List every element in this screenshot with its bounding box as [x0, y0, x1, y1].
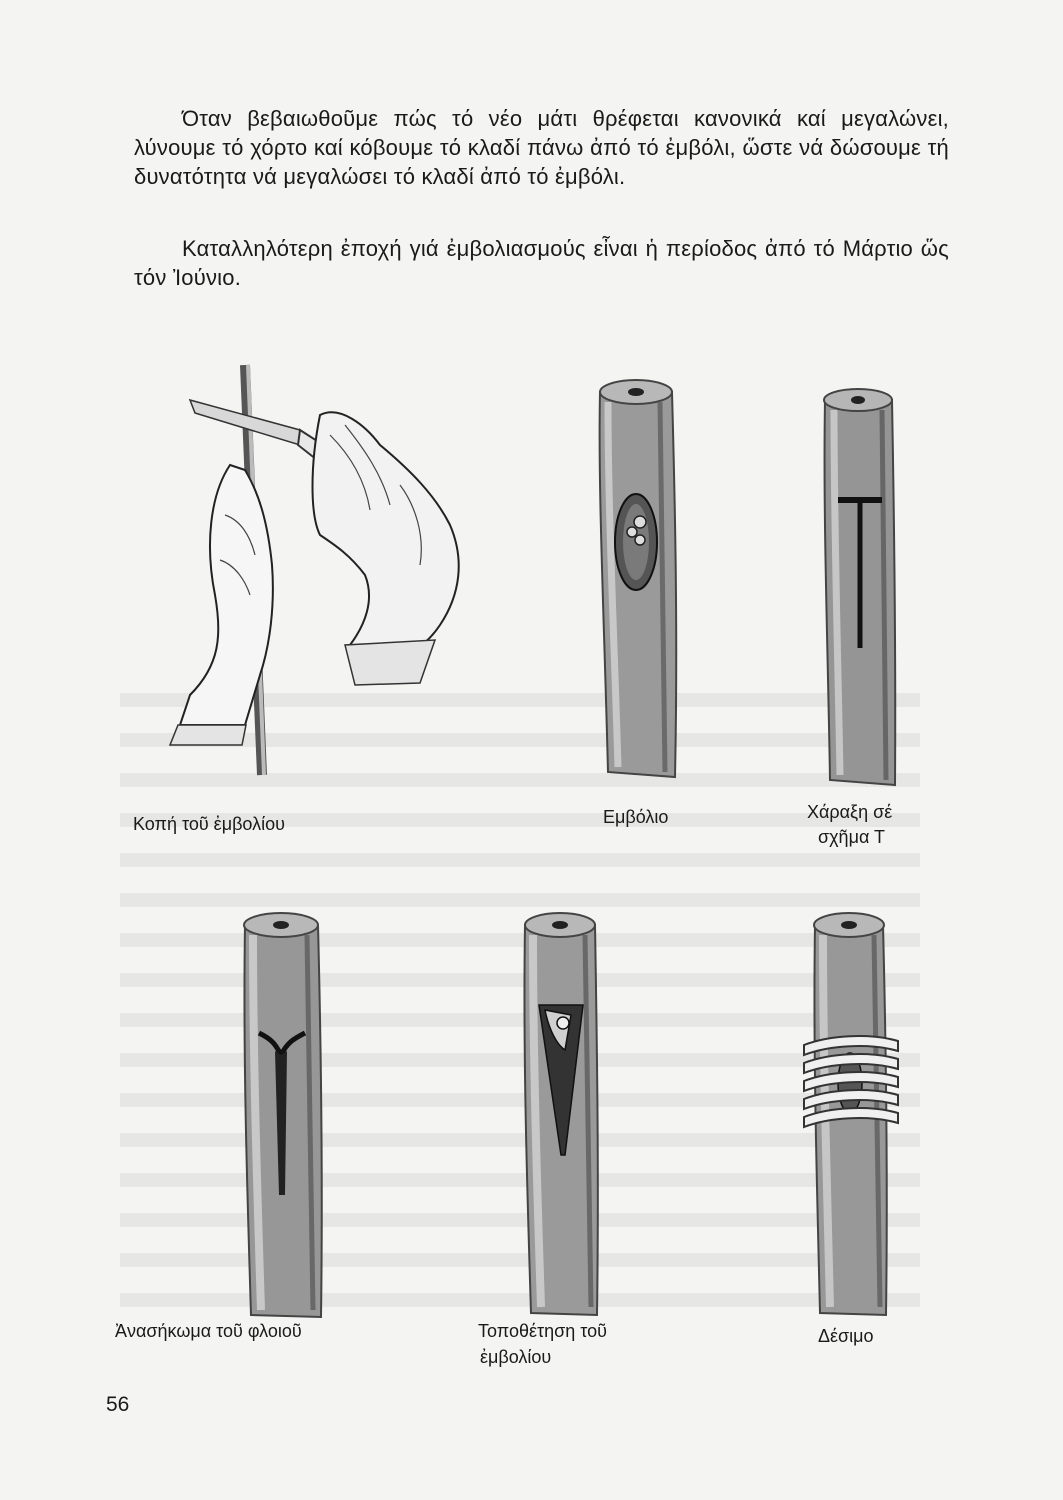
shield-bud-scion-icon: [580, 372, 700, 787]
t-cut-branch-icon: [810, 380, 910, 795]
caption-insert-line1: Τοποθέτηση τοῦ: [478, 1321, 607, 1341]
caption-lift: Ἀνασήκωμα τοῦ φλοιοῦ: [115, 1321, 302, 1341]
body-paragraph-1: Όταν βεβαιωθοῦμε πώς τό νέο μάτι θρέφεται κανονικά καί μεγαλώνει, λύνουμε τό χόρτο καί κόβουμε τό κλαδί πάνω ἀπό τό ἐμβόλι, ὥστε νά δώσουμε τή δυνατότητα νά μεγαλώσει τό κλαδί ἀπό τό ἐμβόλι.: [134, 106, 949, 189]
hand-knife-cutting-icon: [150, 345, 480, 785]
caption-t-cut-line1: Χάραξη σέ: [807, 802, 893, 822]
caption-insert-line2: ἐμβολίου: [480, 1347, 552, 1367]
bud-insertion-icon: [505, 905, 615, 1325]
caption-tie: Δέσιμο: [818, 1326, 874, 1346]
caption-t-cut-line2: σχῆμα Τ: [818, 827, 886, 847]
caption-scion: Εμβόλιο: [603, 807, 669, 827]
page-number: 56: [106, 1393, 130, 1416]
bark-lifting-icon: [223, 905, 343, 1325]
body-paragraph-2: Καταλληλότερη ἐποχή γιά ἐμβολιασμούς εἶναι ἡ περίοδος ἀπό τό Μάρτιο ὥς τόν Ἰούνιο.: [134, 236, 949, 290]
caption-cut: Κοπή τοῦ ἐμβολίου: [133, 814, 285, 834]
binding-branch-icon: [790, 905, 910, 1325]
